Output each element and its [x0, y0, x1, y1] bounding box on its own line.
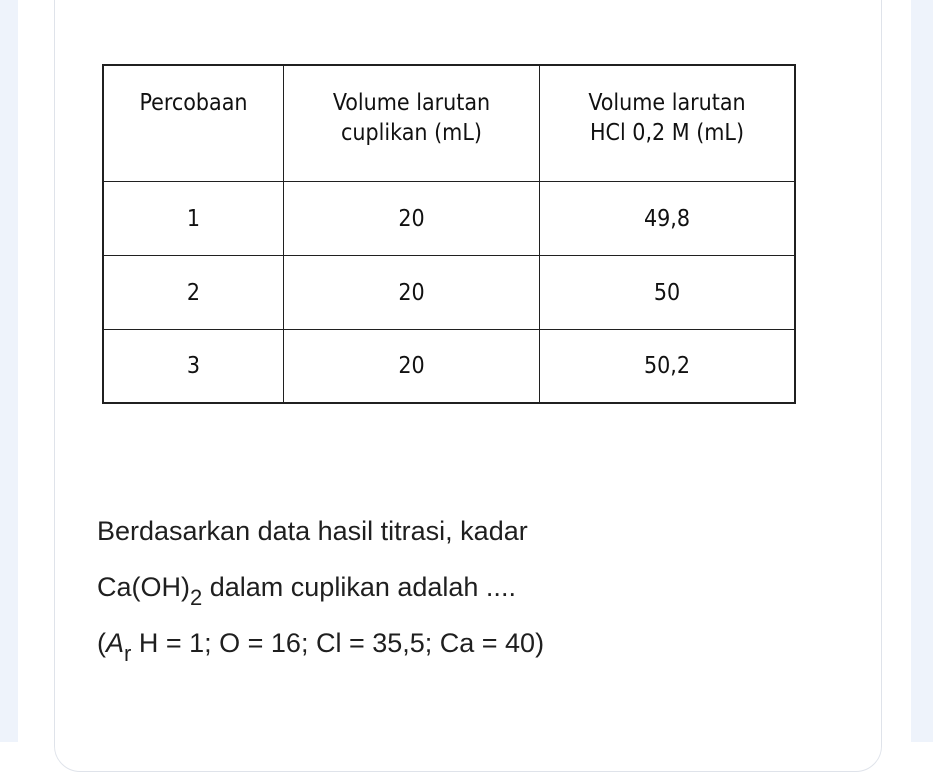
ar-symbol: A — [106, 628, 125, 658]
header-volume-hcl: Volume larutan HCl 0,2 M (mL) — [540, 66, 794, 182]
formula-subscript: 2 — [190, 585, 203, 610]
question-text — [97, 506, 544, 674]
paren-open: ( — [97, 628, 106, 658]
table-cell-hcl-volume: 50,2 — [643, 353, 691, 379]
table-cell-sample-volume: 20 — [284, 330, 540, 402]
table-cell-sample-volume: 20 — [284, 256, 540, 330]
table-cell-hcl-volume: 50 — [540, 256, 794, 330]
question-line-3 — [97, 618, 544, 674]
header-percobaan: Percobaan — [104, 66, 284, 182]
formula-caoh: Ca(OH) — [97, 572, 190, 602]
right-background-strip — [911, 0, 933, 742]
left-background-strip — [0, 0, 18, 742]
table-cell-sample-volume: 20 — [284, 182, 540, 256]
atomic-masses: H = 1; O = 16; Cl = 35,5; Ca = 40) — [131, 628, 545, 658]
titration-data-table — [102, 64, 796, 404]
table-cell-hcl-volume: 49,8 — [540, 182, 794, 256]
question-line-1: Berdasarkan data hasil titrasi, kadar — [97, 516, 528, 546]
question-line-2-rest: dalam cuplikan adalah .... — [202, 572, 516, 602]
table-cell-trial: 2 — [104, 256, 284, 330]
ar-subscript: r — [124, 641, 132, 666]
question-line-2 — [97, 562, 544, 618]
table-cell-trial: 3 — [104, 330, 284, 402]
table-cell-trial: 1 — [104, 182, 284, 256]
header-volume-cuplikan: Volume larutan cuplikan (mL) — [284, 66, 540, 182]
